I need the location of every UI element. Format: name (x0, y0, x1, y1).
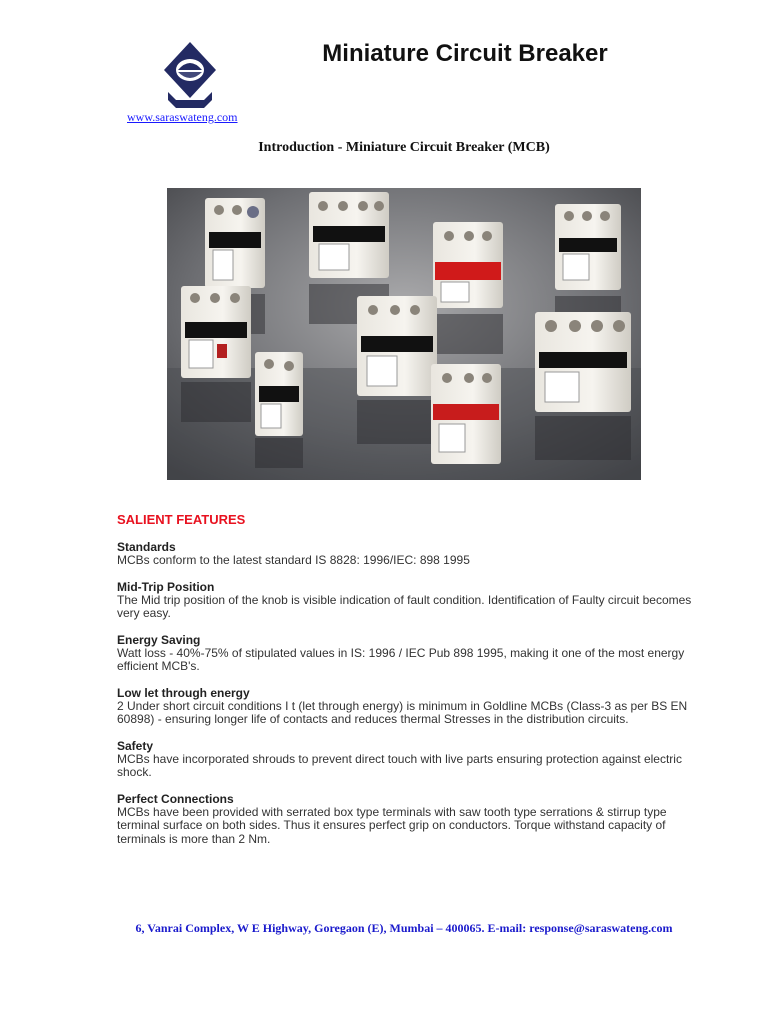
feature-safety (117, 739, 697, 780)
feature-mid-trip (117, 580, 697, 621)
feature-title: Safety (117, 738, 154, 753)
footer-address: 6, Vanrai Complex, W E Highway, Goregaon (E), Mumbai – 400065. E-mail: response@saraswateng.com (135, 921, 673, 935)
feature-text: MCBs conform to the latest standard IS 8828: 1996/IEC: 898 1995 (117, 553, 470, 567)
feature-title: Perfect Connections (117, 791, 234, 806)
feature-title: Mid-Trip Position (117, 579, 215, 594)
feature-text: Watt loss - 40%-75% of stipulated values in IS: 1996 / IEC Pub 898 1995, making it one of the most energy efficient MCB's. (117, 645, 685, 673)
company-logo-icon (162, 40, 218, 110)
feature-let-through (117, 686, 697, 727)
feature-title: Low let through energy (117, 685, 250, 700)
feature-text: MCBs have incorporated shrouds to prevent direct touch with live parts ensuring protection against electric shock. (117, 751, 682, 779)
mcb-product-photo (167, 188, 641, 480)
page-title: Miniature Circuit Breaker (322, 40, 608, 67)
salient-features-heading: SALIENT FEATURES (117, 512, 246, 527)
feature-text: 2 Under short circuit conditions I t (let through energy) is minimum in Goldline MCBs (Class-3 as per BS EN 60898) - ensuring longer life of contacts and reduces thermal Stresses in the distribution circuits. (117, 698, 688, 726)
intro-heading: Introduction - Miniature Circuit Breaker (MCB) (258, 140, 550, 155)
feature-energy-saving (117, 633, 697, 674)
features-list (117, 540, 697, 858)
feature-text: MCBs have been provided with serrated box type terminals with saw tooth type serrations & stirrup type terminal surface on both sides. Thus it ensures perfect grip on conductors. Torque withstand capacity of terminals is more than 2 Nm. (117, 804, 667, 846)
feature-text: The Mid trip position of the knob is visible indication of fault condition. Identification of Faulty circuit becomes very easy. (117, 592, 692, 620)
website-link[interactable]: www.saraswateng.com (127, 110, 238, 124)
feature-title: Energy Saving (117, 632, 201, 647)
feature-title: Standards (117, 540, 176, 554)
feature-standards (117, 540, 697, 568)
feature-perfect-connections (117, 792, 697, 847)
